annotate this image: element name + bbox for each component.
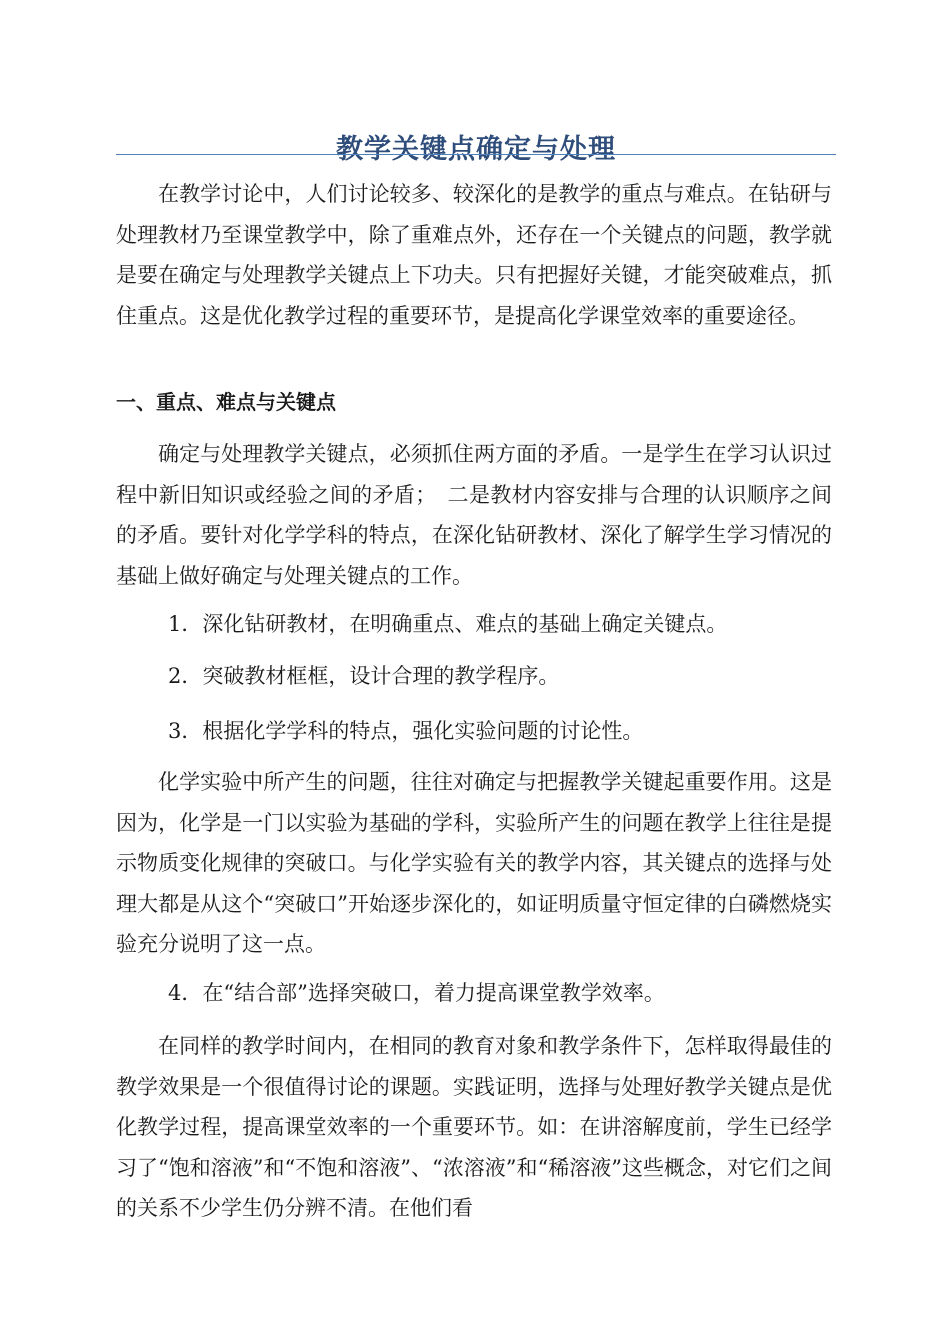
list-item-4: 4．在“结合部”选择突破口，着力提高课堂教学效率。 [168, 981, 665, 1005]
intro-paragraph: 在教学讨论中，人们讨论较多、较深化的是教学的重点与难点。在钻研与处理教材乃至课堂教学中，除了重难点外，还存在一个关键点的问题，教学就是要在确定与处理教学关键点上下功夫。只有把握好关键，才能突破难点，抓住重点。这是优化教学过程的重要环节，是提高化学课堂效率的重要途径。 [116, 182, 832, 328]
section-paragraph: 确定与处理教学关键点，必须抓住两方面的矛盾。一是学生在学习认识过程中新旧知识或经验之间的矛盾； 二是教材内容安排与合理的认识顺序之间的矛盾。要针对化学学科的特点，在深化钻研教材、深化了解学生学习情况的基础上做好确定与处理关键点的工作。 [116, 442, 832, 588]
list-item-2: 2．突破教材框框，设计合理的教学程序。 [168, 664, 560, 688]
title-underline [116, 154, 836, 155]
section-heading: 一、重点、难点与关键点 [116, 390, 336, 414]
experiment-paragraph: 化学实验中所产生的问题，往往对确定与把握教学关键起重要作用。这是因为，化学是一门以实验为基础的学科，实验所产生的问题在教学上往往是提示物质变化规律的突破口。与化学实验有关的教学内容，其关键点的选择与处理大都是从这个“突破口”开始逐步深化的，如证明质量守恒定律的白磷燃烧实验充分说明了这一点。 [116, 770, 832, 956]
list-item-3: 3．根据化学学科的特点，强化实验问题的讨论性。 [168, 719, 644, 743]
list-item-1: 1．深化钻研教材，在明确重点、难点的基础上确定关键点。 [168, 612, 728, 636]
document-title: 教学关键点确定与处理 [336, 134, 616, 166]
efficiency-paragraph: 在同样的教学时间内，在相同的教育对象和教学条件下，怎样取得最佳的教学效果是一个很值得讨论的课题。实践证明，选择与处理好教学关键点是优化教学过程，提高课堂效率的一个重要环节。如：在讲溶解度前，学生已经学习了“饱和溶液”和“不饱和溶液”、“浓溶液”和“稀溶液”这些概念，对它们之间的关系不少学生仍分辨不清。在他们看 [116, 1034, 832, 1220]
